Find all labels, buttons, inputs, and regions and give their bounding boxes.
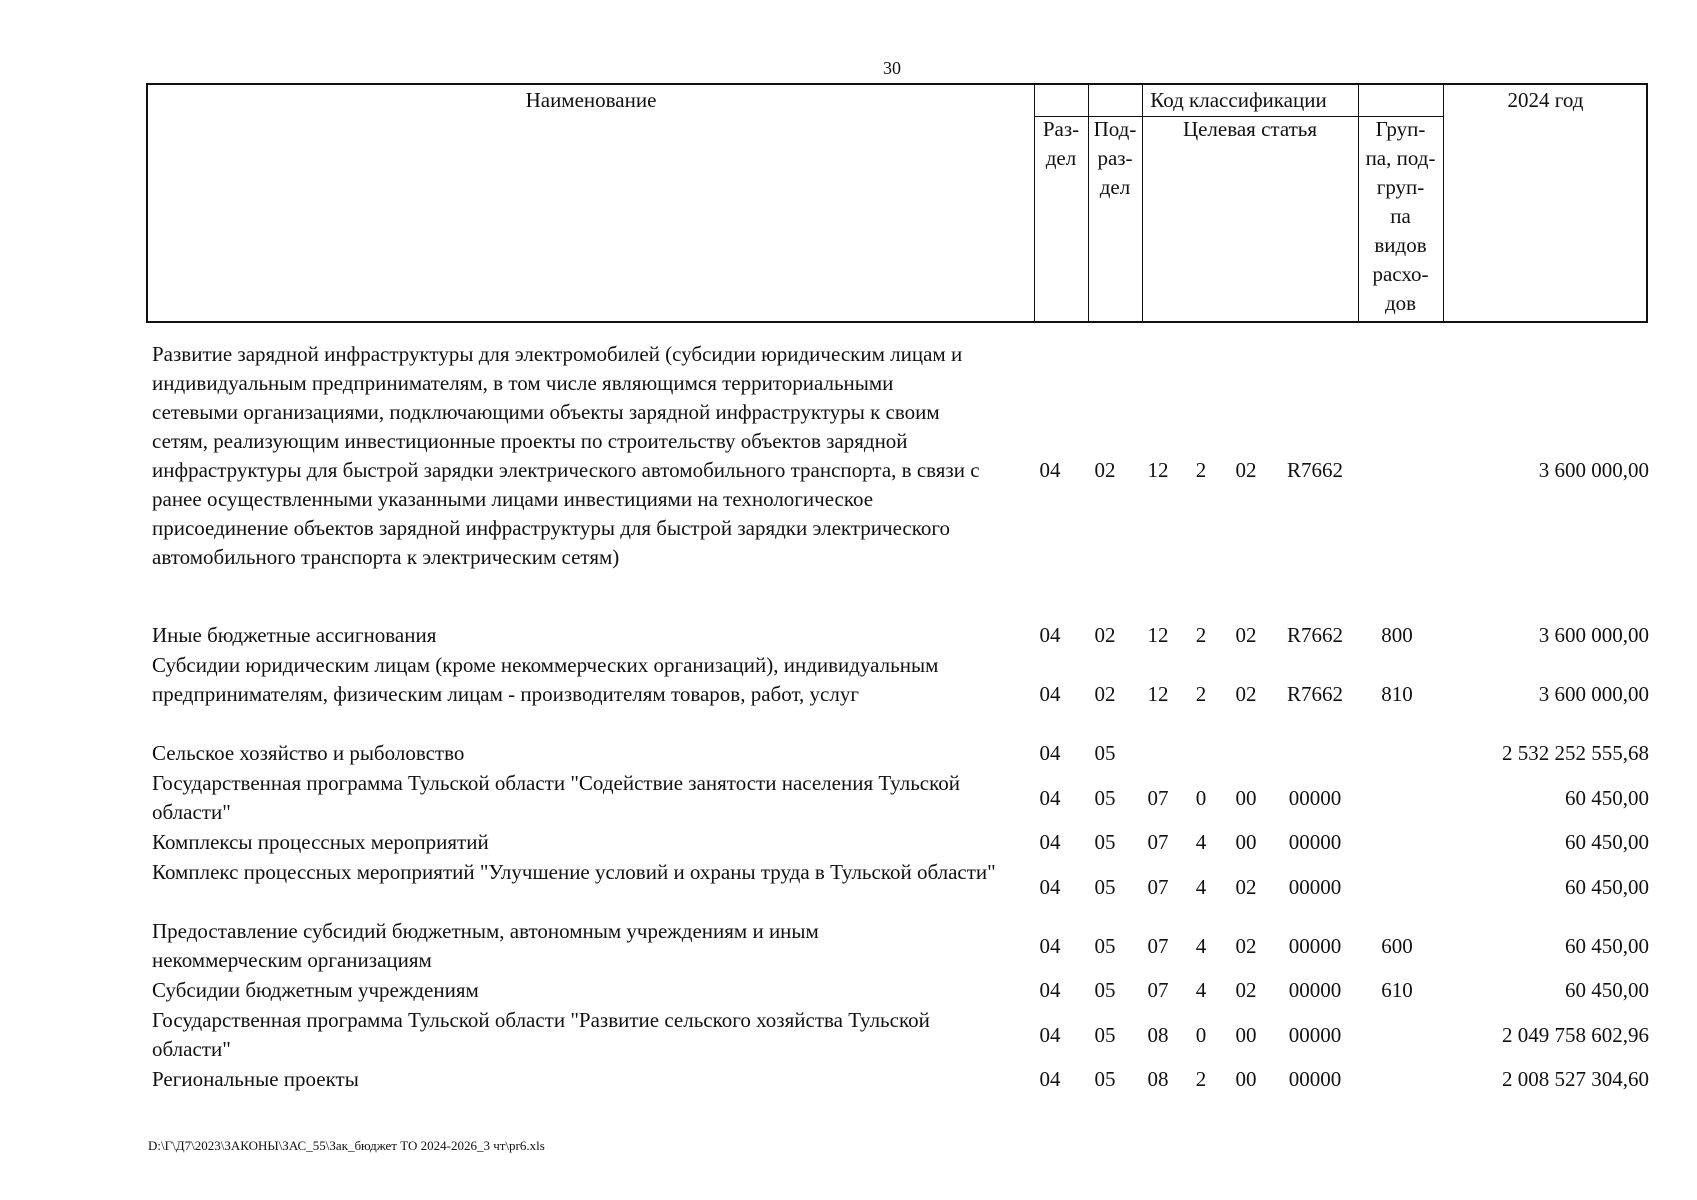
row-cs1: 07 [1147,978,1169,1002]
row-cs4: 00000 [1288,978,1342,1002]
table-row [0,828,1697,857]
row-name: Государственная программа Тульской области "Содействие занятости населения Тульской области" [152,771,960,824]
header-group: Груп- па, под- груп- па видов расхо- дов [1365,117,1436,315]
row-cs4: 00000 [1288,934,1342,958]
row-cs2: 4 [1195,978,1207,1002]
row-cs1: 12 [1147,623,1169,647]
row-name: Иные бюджетные ассигнования [152,623,437,647]
row-pr: 02 [1094,682,1116,706]
row-cs2: 2 [1195,458,1207,482]
row-rz: 04 [1039,623,1061,647]
row-name: Предоставление субсидий бюджетным, автономным учреждениям и иным некоммерческим организациям [152,919,819,972]
row-pr: 02 [1094,623,1116,647]
row-cs4: R7662 [1286,623,1343,647]
header-razdel: Раз- дел [1042,117,1080,170]
row-cs1: 07 [1147,875,1169,899]
row-rz: 04 [1039,1023,1061,1047]
table-row [0,917,1697,975]
table-row [0,651,1697,739]
row-cs3: 00 [1235,786,1257,810]
row-amount: 60 450,00 [1565,830,1649,854]
row-rz: 04 [1039,741,1061,765]
row-name: Субсидии бюджетным учреждениям [152,978,479,1002]
table-row [0,858,1697,916]
row-amount: 60 450,00 [1565,875,1649,899]
row-cs1: 07 [1147,934,1169,958]
table-row [0,739,1697,768]
row-cs3: 00 [1235,830,1257,854]
row-cs4: 00000 [1288,1067,1342,1091]
row-cs4: R7662 [1286,682,1343,706]
row-cs1: 12 [1147,458,1169,482]
row-cs3: 02 [1235,978,1257,1002]
row-cs4: 00000 [1288,830,1342,854]
header-target: Целевая статья [1182,117,1318,141]
table-row [0,1065,1697,1094]
header-year: 2024 год [1507,88,1584,112]
header-podrazdel: Под- раз- дел [1093,117,1137,199]
row-amount: 2 049 758 602,96 [1502,1023,1649,1047]
table-row [0,976,1697,1005]
row-name: Субсидии юридическим лицам (кроме некоммерческих организаций), индивидуальным предпринимателям, физическим лицам - производителям товаров, работ, услуг [152,653,939,706]
row-cs4: R7662 [1286,458,1343,482]
row-cs2: 2 [1195,682,1207,706]
table-header [146,83,1648,323]
row-amount: 2 532 252 555,68 [1502,741,1649,765]
row-vr: 800 [1381,623,1413,647]
row-vr: 810 [1381,682,1413,706]
row-cs2: 2 [1195,623,1207,647]
row-cs4: 00000 [1288,1023,1342,1047]
row-rz: 04 [1039,1067,1061,1091]
row-pr: 05 [1094,786,1116,810]
row-amount: 3 600 000,00 [1538,682,1649,706]
row-cs2: 0 [1195,786,1207,810]
row-rz: 04 [1039,978,1061,1002]
row-cs1: 08 [1147,1023,1169,1047]
row-name: Региональные проекты [152,1067,359,1091]
row-cs2: 4 [1195,875,1207,899]
row-pr: 05 [1094,934,1116,958]
row-cs2: 2 [1195,1067,1207,1091]
row-cs1: 08 [1147,1067,1169,1091]
row-vr: 600 [1381,934,1413,958]
row-pr: 05 [1094,1067,1116,1091]
row-cs4: 00000 [1288,875,1342,899]
table-row [0,340,1697,630]
row-cs3: 02 [1235,458,1257,482]
row-cs1: 12 [1147,682,1169,706]
row-pr: 05 [1094,875,1116,899]
row-cs4: 00000 [1288,786,1342,810]
table-row [0,769,1697,827]
row-amount: 3 600 000,00 [1538,623,1649,647]
row-pr: 05 [1094,830,1116,854]
row-rz: 04 [1039,682,1061,706]
row-name: Государственная программа Тульской области "Развитие сельского хозяйства Тульской области" [152,1008,930,1061]
table-row [0,1006,1697,1064]
row-cs1: 07 [1147,786,1169,810]
row-name: Сельское хозяйство и рыболовство [152,741,465,765]
row-cs3: 02 [1235,934,1257,958]
row-pr: 05 [1094,978,1116,1002]
row-rz: 04 [1039,875,1061,899]
row-pr: 05 [1094,741,1116,765]
row-rz: 04 [1039,830,1061,854]
row-cs3: 00 [1235,1067,1257,1091]
row-vr: 610 [1381,978,1413,1002]
row-amount: 3 600 000,00 [1538,458,1649,482]
row-pr: 02 [1094,458,1116,482]
row-cs3: 00 [1235,1023,1257,1047]
row-cs2: 4 [1195,830,1207,854]
header-name: Наименование [525,88,657,112]
row-rz: 04 [1039,458,1061,482]
row-rz: 04 [1039,786,1061,810]
row-name: Комплекс процессных мероприятий "Улучшение условий и охраны труда в Тульской области" [152,860,996,884]
row-amount: 60 450,00 [1565,786,1649,810]
row-amount: 2 008 527 304,60 [1502,1067,1649,1091]
row-amount: 60 450,00 [1565,978,1649,1002]
row-cs3: 02 [1235,875,1257,899]
row-name: Развитие зарядной инфраструктуры для электромобилей (субсидии юридическим лицам и индивидуальным предпринимателям, в том числе являющимся территориальными сетевыми организациями, подключающими объекты зарядной инфраструктуры к своим сетям, реализующим инвестиционные проекты по строительству объектов зарядной инфраструктуры для быстрой зарядки электрического автомобильного транспорта, в связи с ранее осуществленными указанными лицами инвестициями на технологическое присоединение объектов зарядной инфраструктуры для быстрой зарядки электрического автомобильного транспорта к электрическим сетям) [152,342,980,569]
header-code-classification: Код классификации [1150,88,1327,112]
row-name: Комплексы процессных мероприятий [152,830,489,854]
row-cs2: 4 [1195,934,1207,958]
file-path-footer: D:\Г\Д7\2023\ЗАКОНЫ\ЗАС_55\Зак_бюджет ТО 2024-2026_3 чт\pr6.xls [148,1138,545,1153]
row-cs2: 0 [1195,1023,1207,1047]
table-row [0,621,1697,650]
row-cs3: 02 [1235,623,1257,647]
row-cs3: 02 [1235,682,1257,706]
row-pr: 05 [1094,1023,1116,1047]
row-cs1: 07 [1147,830,1169,854]
row-amount: 60 450,00 [1565,934,1649,958]
row-rz: 04 [1039,934,1061,958]
